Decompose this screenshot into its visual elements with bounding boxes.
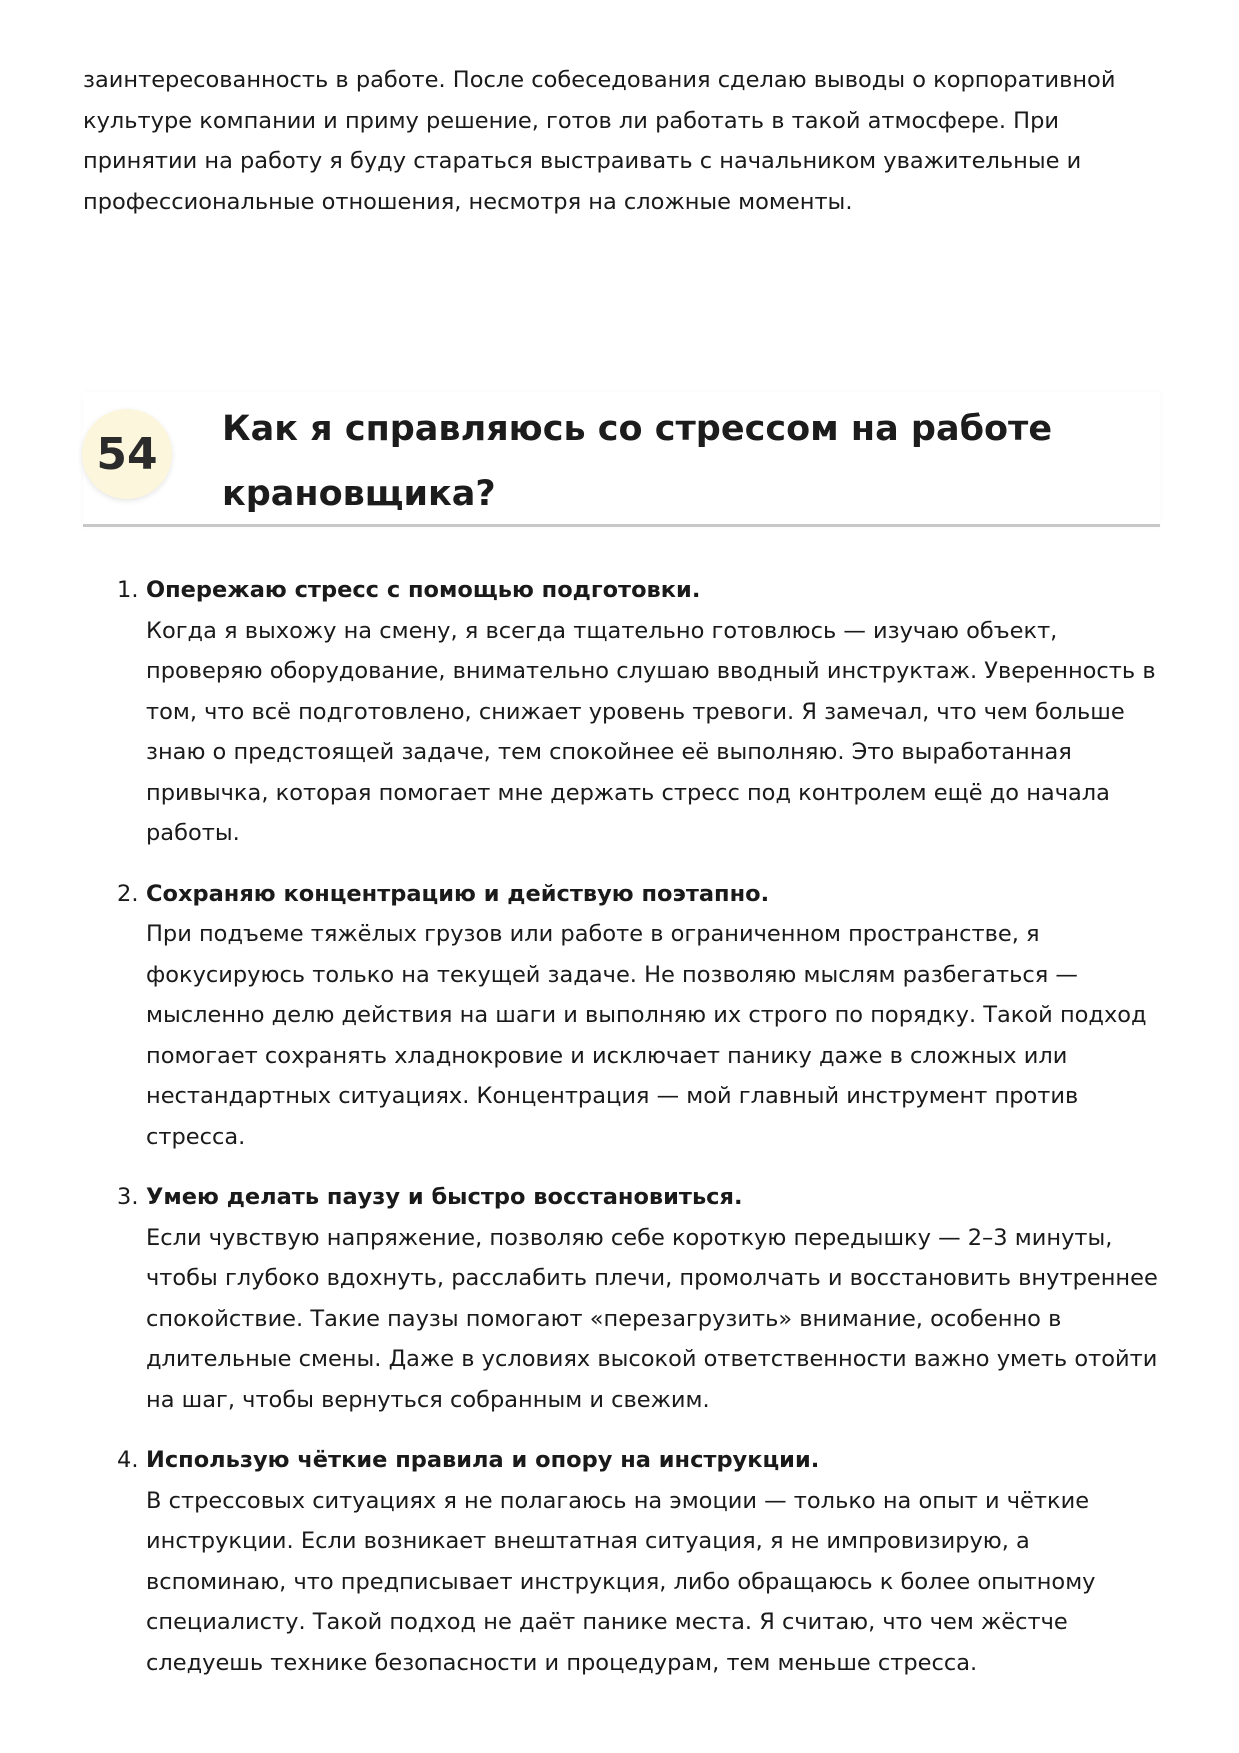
list-item-number: 4. xyxy=(117,1447,139,1473)
list-item xyxy=(0,1440,1166,1683)
list-item xyxy=(0,1177,1166,1420)
list-item-body: При подъеме тяжёлых грузов или работе в ограниченном пространстве, я фокусируюсь только на текущей задаче. Не позволяю мыслям разбегаться — мысленно делю действия на шаги и выполняю их строго по порядку. Такой подход помогает сохранять хладнокровие и исключает панику даже в сложных или нестандартных ситуациях. Концентрация — мой главный инструмент против стресса. xyxy=(146,921,1147,1150)
intro-paragraph: заинтересованность в работе. После собеседования сделаю выводы о корпоративной культуре компании и приму решение, готов ли работать в такой атмосфере. При принятии на работу я буду стараться выстраивать с начальником уважительные и профессиональные отношения, несмотря на сложные моменты. xyxy=(83,67,1116,215)
list-item-body: В стрессовых ситуациях я не полагаюсь на эмоции — только на опыт и чёткие инструкции. Если возникает внештатная ситуация, я не импровизирую, а вспоминаю, что предписывает инструкция, либо обращаюсь к более опытному специалисту. Такой подход не даёт панике места. Я считаю, что чем жёстче следуешь технике безопасности и процедурам, тем меньше стресса. xyxy=(146,1487,1096,1676)
answer-list xyxy=(0,570,1239,1703)
list-item-title: Опережаю стресс с помощью подготовки. xyxy=(146,577,701,603)
list-item-body: Когда я выхожу на смену, я всегда тщательно готовлюсь — изучаю объект, проверяю оборудование, внимательно слушаю вводный инструктаж. Уверенность в том, что всё подготовлено, снижает уровень тревоги. Я замечал, что чем больше знаю о предстоящей задаче, тем спокойнее её выполняю. Это выработанная привычка, которая помогает мне держать стресс под контролем ещё до начала работы. xyxy=(146,617,1156,846)
list-item-title: Сохраняю концентрацию и действую поэтапно. xyxy=(146,880,770,907)
list-item xyxy=(0,570,1166,854)
section-title: Как я справляюсь со стрессом на работе крановщика? xyxy=(222,409,1053,514)
section-header xyxy=(83,392,1160,527)
list-item xyxy=(0,874,1166,1158)
list-item-number: 1. xyxy=(117,577,139,603)
list-item-body: Если чувствую напряжение, позволяю себе короткую передышку — 2–3 минуты, чтобы глубоко вдохнуть, расслабить плечи, промолчать и восстановить внутреннее спокойствие. Такие паузы помогают «перезагрузить» внимание, особенно в длительные смены. Даже в условиях высокой ответственности важно уметь отойти на шаг, чтобы вернуться собранным и свежим. xyxy=(146,1224,1158,1413)
list-item-number: 2. xyxy=(117,880,139,907)
section-number-badge: 54 xyxy=(82,409,172,499)
list-item-number: 3. xyxy=(117,1184,139,1210)
list-item-title: Использую чёткие правила и опору на инструкции. xyxy=(146,1447,820,1473)
list-item-title: Умею делать паузу и быстро восстановиться. xyxy=(146,1184,743,1210)
